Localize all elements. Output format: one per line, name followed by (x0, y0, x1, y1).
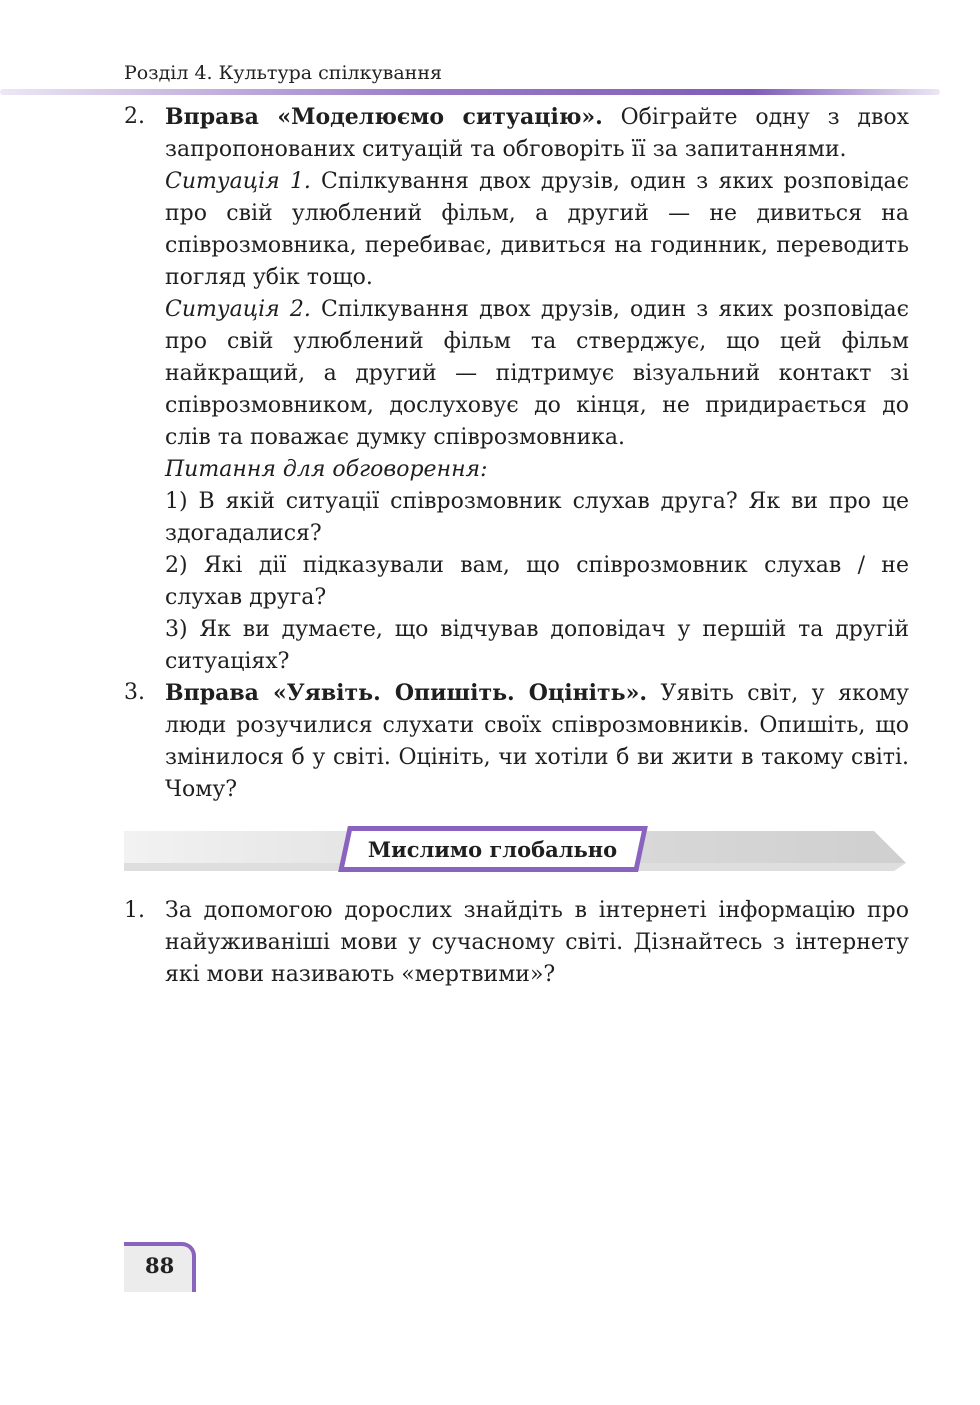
exercise-2-title: Вправа «Моделюємо ситуацію». (165, 104, 603, 130)
exercise-3-title: Вправа «Уявіть. Опишіть. Оцініть». (165, 680, 648, 706)
section-banner-title: Мислимо глобально (368, 836, 618, 862)
situation-1-text: Спілкування двох друзів, один з яких розповідає про свій улюблений фільм, а другий — не дивиться на співрозмовника, перебиває, дивиться на годинник, переводить погляд убік тощо. (165, 169, 909, 290)
questions-label: Питання для обговорення: (165, 457, 488, 482)
page-number: 88 (145, 1253, 175, 1278)
exercise-2-intro-text: Обігрaйте одну з двох запропонованих ситуацій та обговоріть її за запитаннями. (165, 105, 909, 162)
question-2: 2) Які дії підказували вам, що співрозмовник слухав / не слухав друга? (165, 553, 909, 610)
global-task-1-number: 1. (124, 898, 145, 923)
question-3: 3) Як ви думаєте, що відчував доповідач у першій та другій ситуаціях? (165, 617, 909, 674)
header-rule (0, 89, 940, 95)
running-header: Розділ 4. Культура спілкування (124, 62, 442, 84)
exercise-2-intro (165, 101, 909, 166)
exercise-3-text: Уявіть світ, у якому люди розучилися слухати своїх співрозмовників. Опишіть, що змінилося б у світі. Оцініть, чи хотіли б ви жити в такому світі. Чому? (165, 681, 910, 802)
exercise-2-number: 2. (124, 104, 145, 129)
situation-1-label: Ситуація 1. (165, 169, 311, 194)
exercise-3-number: 3. (124, 680, 145, 705)
situation-2-text: Спілкування двох друзів, один з яких розповідає про свій улюблений фільм та стверджує, що цей фільм найкращий, а другий — підтримує візуальний контакт зі співрозмовником, дослуховує до кінця, не придирається до слів та поважає думку співрозмовника. (165, 297, 909, 450)
situation-1 (165, 166, 909, 294)
section-banner (338, 826, 648, 872)
situation-2 (165, 294, 909, 454)
global-task-1-text: За допомогою дорослих знайдіть в інтернеті інформацію про найуживаніші мови у сучасному світі. Дізнайтесь з інтернету які мови називають «мертвими»? (165, 898, 909, 987)
exercise-2 (124, 101, 909, 678)
situation-2-label: Ситуація 2. (165, 297, 311, 322)
exercise-3 (124, 677, 909, 806)
global-task-1 (124, 895, 909, 991)
question-1: 1) В якій ситуації співрозмовник слухав друга? Як ви про це здогадалися? (165, 489, 909, 546)
exercise-3-paragraph (165, 677, 909, 806)
